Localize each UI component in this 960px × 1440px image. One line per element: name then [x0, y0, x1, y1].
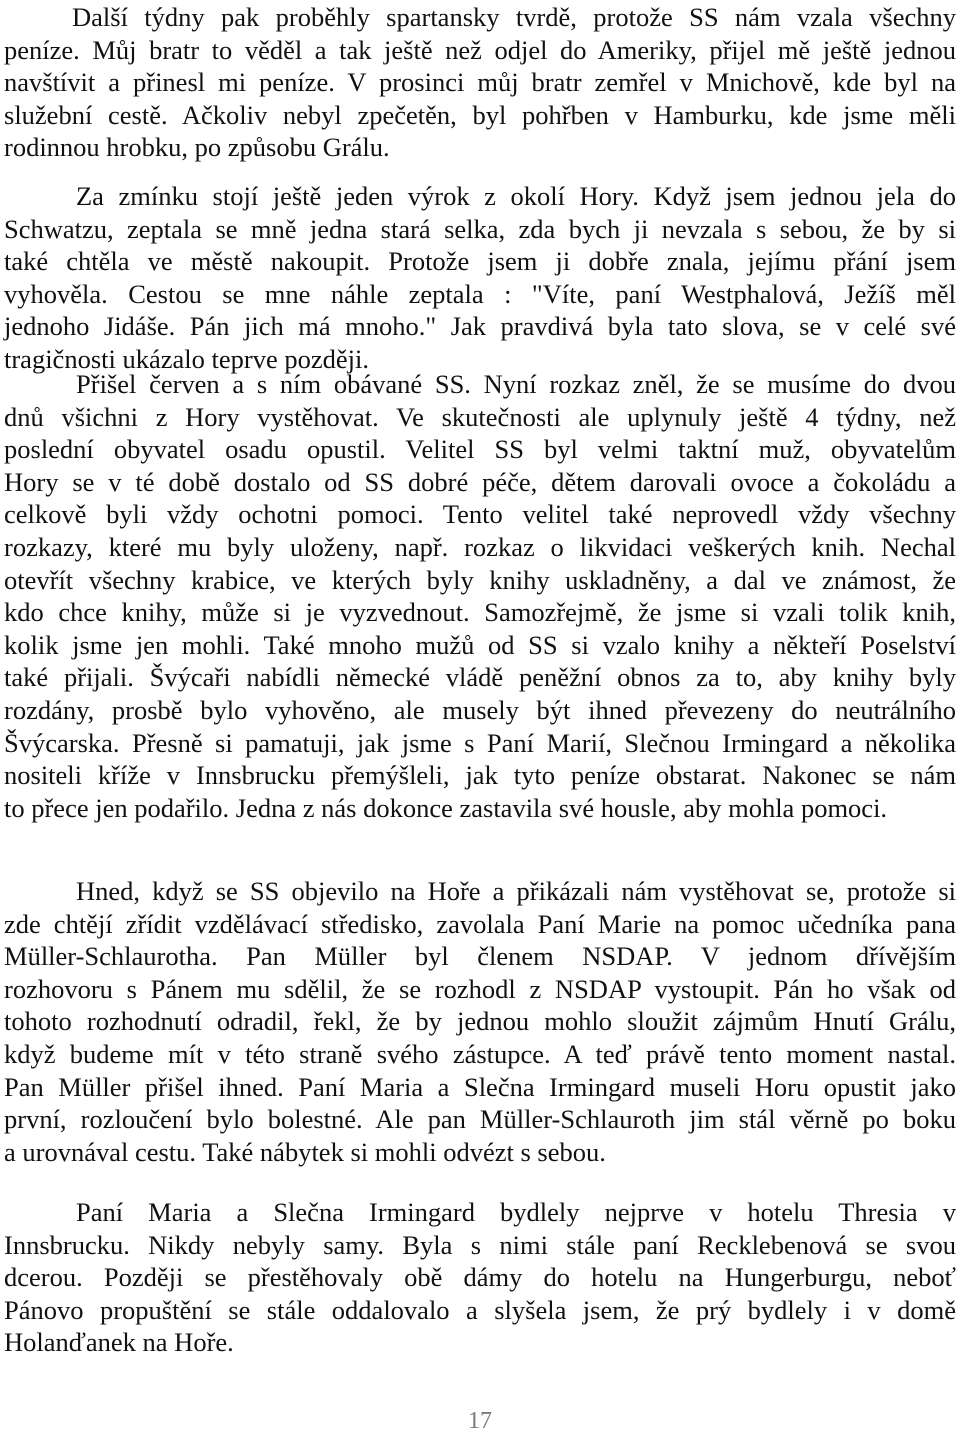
text-line: kolik jsme jen mohli. Také mnoho mužů od SS si vzalo knihy a někteří Poselství [4, 629, 956, 660]
text-line: Další týdny pak proběhly spartansky tvrdě, protože SS nám vzala všechny [72, 2, 956, 32]
text-line: Innsbrucku. Nikdy nebyly samy. Byla s nimi stále paní Recklebenová se svou [4, 1229, 956, 1260]
document-page [4, 0, 956, 1440]
text-line: když budeme mít v této straně svého zástupce. A teď právě tento moment nastal. [4, 1038, 956, 1069]
text-line: Hned, když se SS objevilo na Hoře a přikázali nám vystěhovat se, protože si [76, 876, 956, 906]
text-line: Hory se v té době dostalo od SS dobré péče, dětem darovali ovoce a čokoládu a [4, 466, 956, 497]
paragraph-5 [4, 1196, 956, 1359]
text-line: dcerou. Později se přestěhovaly obě dámy do hotelu na Hungerburgu, neboť [4, 1262, 956, 1293]
page-number: 17 [468, 1408, 492, 1434]
text-line: rozdány, prosbě bylo vyhověno, ale musely být ihned převezeny do neutrálního [4, 694, 956, 725]
text-line: vyhověla. Cestou se mne náhle zeptala : "Víte, paní Westphalová, Ježíš měl [4, 278, 956, 309]
text-line: Müller-Schlaurotha. Pan Müller byl členem NSDAP. V jednom dřívějším [4, 941, 956, 972]
text-line: kdo chce knihy, může si je vyzvednout. Samozřejmě, že jsme si vzali tolik knih, [4, 597, 956, 628]
text-line: a urovnával cestu. Také nábytek si mohli odvézt s sebou. [4, 1136, 606, 1167]
text-line: také přijali. Švýcaři nabídli německé vládě peněžní obnos za to, aby knihy byly [4, 662, 956, 693]
paragraph-3 [4, 368, 956, 824]
text-line: zde chtějí zřídit vzdělávací středisko, zavolala Paní Marie na pomoc učedníka pana [4, 908, 956, 939]
text-line: navštívit a přinesl mi peníze. V prosinci můj bratr zemřel v Mnichově, kde byl na [4, 67, 956, 98]
text-line: rodinnou hrobku, po způsobu Grálu. [4, 132, 390, 163]
text-line: Pan Müller přišel ihned. Paní Maria a Slečna Irmingard museli Horu opustit jako [4, 1071, 956, 1102]
text-line: tragičnosti ukázalo teprve později. [4, 343, 369, 374]
paragraph-4 [4, 875, 956, 1168]
text-line: nositeli kříže v Innsbrucku přemýšleli, jak tyto peníze obstarat. Nakonec se nám [4, 760, 956, 791]
text-line: Přišel červen a s ním obávané SS. Nyní rozkaz zněl, že se musíme do dvou [76, 369, 956, 399]
text-line: rozkazy, které mu byly uloženy, např. rozkaz o likvidaci veškerých knih. Nechal [4, 531, 956, 562]
text-line: Švýcarska. Přesně si pamatuji, jak jsme s Paní Marií, Slečnou Irmingard a několika [4, 727, 956, 758]
text-line: tohoto rozhodnutí odradil, řekl, že by jednou mohlo sloužit zájmům Hnutí Grálu, [4, 1006, 956, 1037]
text-line: také chtěla ve městě nakoupit. Protože jsem ji dobře znala, jejímu přání jsem [4, 246, 956, 277]
text-line: první, rozloučení bylo bolestné. Ale pan Müller-Schlauroth jim stál věrně po boku [4, 1104, 956, 1135]
text-line: peníze. Můj bratr to věděl a tak ještě než odjel do Ameriky, přijel mě ještě jednou [4, 34, 956, 65]
text-line: jednoho Jidáše. Pán jich má mnoho." Jak pravdivá byla tato slova, se v celé své [4, 311, 956, 342]
paragraph-1 [4, 1, 956, 164]
text-line: otevřít všechny krabice, ve kterých byly knihy uskladněny, a dal ve známost, že [4, 564, 956, 595]
text-line: poslední obyvatel osadu opustil. Velitel SS byl velmi taktní muž, obyvatelům [4, 434, 956, 465]
paragraph-2 [4, 180, 956, 376]
text-line: Paní Maria a Slečna Irmingard bydlely nejprve v hotelu Thresia v [76, 1197, 956, 1227]
text-line: rozhovoru s Pánem mu sdělil, že se rozhodl z NSDAP vystoupit. Pán ho však od [4, 973, 956, 1004]
text-line: Pánovo propuštění se stále oddalovalo a slyšela jsem, že prý bydlely i v domě [4, 1294, 956, 1325]
text-line: dnů všichni z Hory vystěhovat. Ve skutečnosti ale uplynuly ještě 4 týdny, než [4, 401, 956, 432]
text-line: Holanďanek na Hoře. [4, 1327, 234, 1358]
text-line: Za zmínku stojí ještě jeden výrok z okolí Hory. Když jsem jednou jela do [76, 181, 956, 211]
text-line: to přece jen podařilo. Jedna z nás dokonce zastavila své housle, aby mohla pomoci. [4, 792, 888, 823]
text-line: služební cestě. Ačkoliv nebyl zpečetěn, byl pohřben v Hamburku, kde jsme měli [4, 99, 956, 130]
text-line: celkově byli vždy ochotni pomoci. Tento velitel také neprovedl vždy všechny [4, 499, 956, 530]
text-line: Schwatzu, zeptala se mně jedna stará selka, zda bych ji nevzala s sebou, že by si [4, 213, 956, 244]
